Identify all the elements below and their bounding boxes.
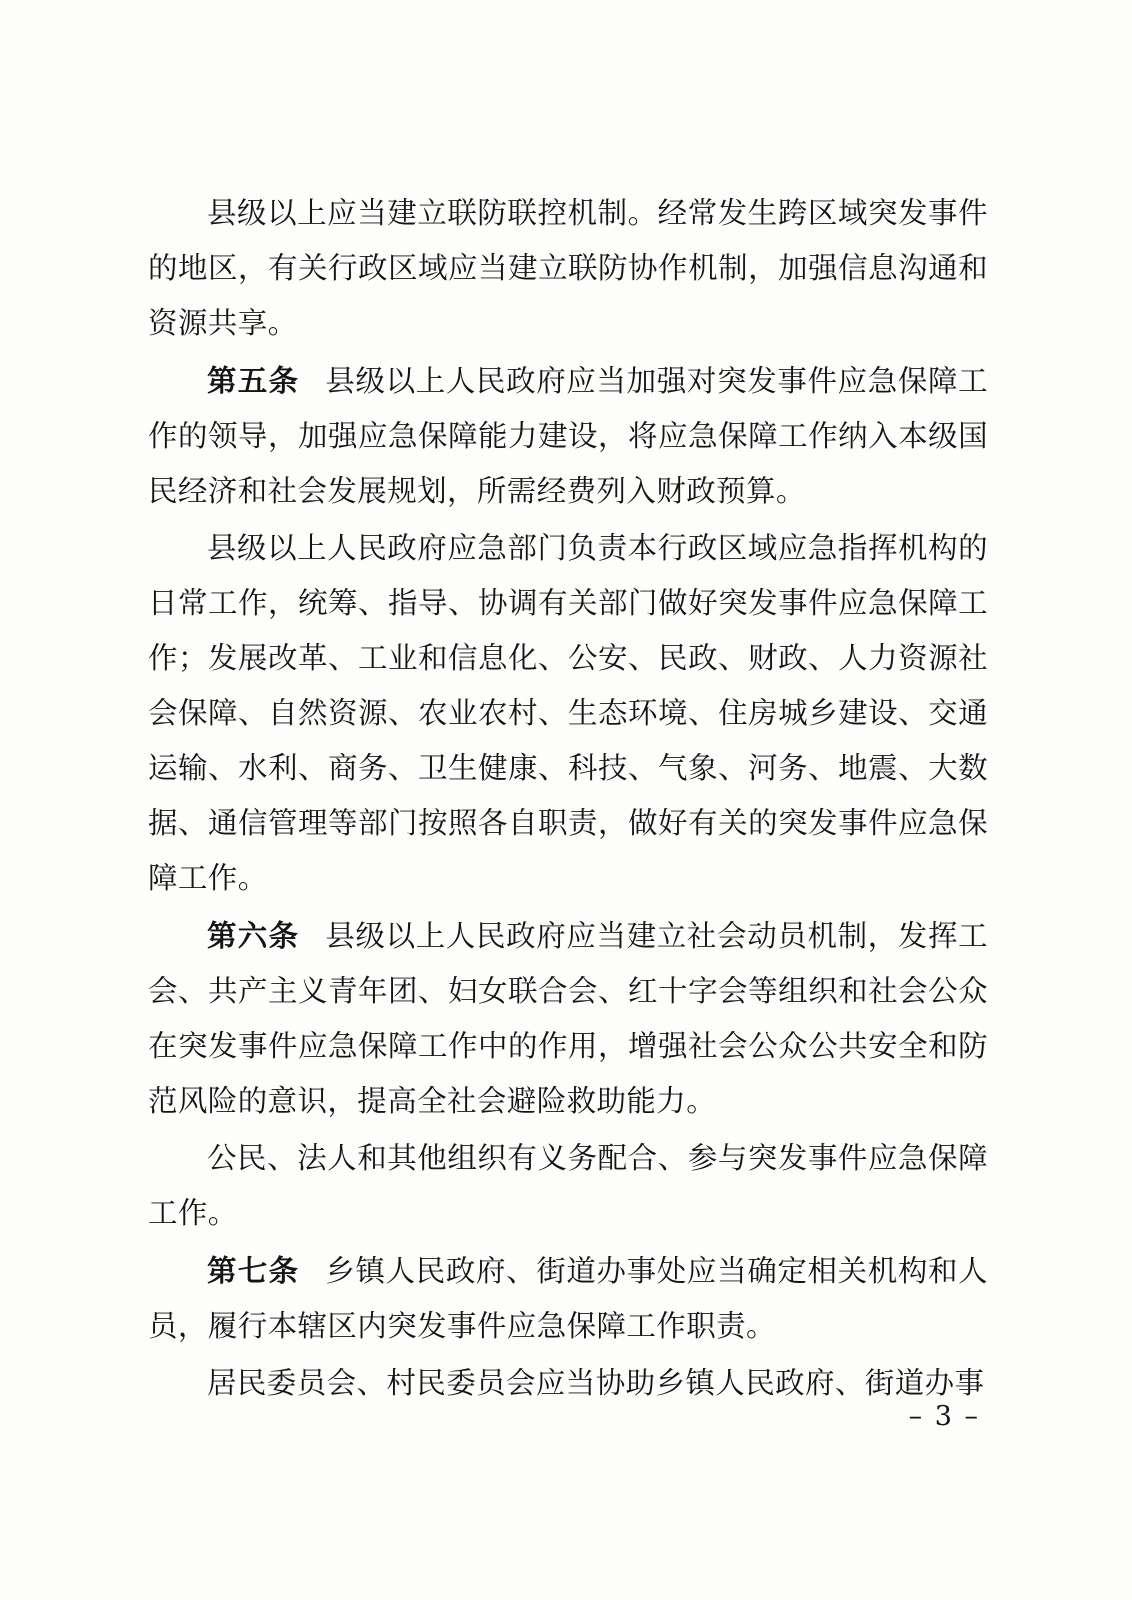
- article-label: 第五条: [207, 363, 300, 398]
- paragraph: [148, 1243, 988, 1354]
- paragraph: [148, 908, 988, 1129]
- paragraph: [148, 186, 988, 351]
- paragraph: [148, 1356, 988, 1411]
- paragraph: [148, 1131, 988, 1241]
- paragraph-text: 县级以上人民政府应当建立社会动员机制，发挥工会、共产主义青年团、妇女联合会、红十字会等组织和社会公众在突发事件应急保障工作中的作用，增强社会公众公共安全和防范风险的意识，提高全社会避险救助能力。: [148, 919, 988, 1118]
- paragraph: [148, 521, 988, 906]
- page-number: – 3 –: [908, 1401, 980, 1432]
- article-label: 第六条: [207, 918, 300, 953]
- paragraph-text: 县级以上人民政府应急部门负责本行政区域应急指挥机构的日常工作，统筹、指导、协调有关部门做好突发事件应急保障工作；发展改革、工业和信息化、公安、民政、财政、人力资源社会保障、自然资源、农业农村、生态环境、住房城乡建设、交通运输、水利、商务、卫生健康、科技、气象、河务、地震、大数据、通信管理等部门按照各自职责，做好有关的突发事件应急保障工作。: [148, 531, 988, 895]
- paragraph-text: 乡镇人民政府、街道办事处应当确定相关机构和人员，履行本辖区内突发事件应急保障工作职责。: [148, 1254, 988, 1343]
- paragraph-text: 公民、法人和其他组织有义务配合、参与突发事件应急保障工作。: [148, 1141, 988, 1230]
- paragraph-text: 县级以上应当建立联防联控机制。经常发生跨区域突发事件的地区，有关行政区域应当建立联防协作机制，加强信息沟通和资源共享。: [148, 196, 988, 340]
- paragraph-text: 居民委员会、村民委员会应当协助乡镇人民政府、街道办事: [207, 1366, 985, 1400]
- article-label: 第七条: [207, 1253, 300, 1288]
- paragraph: [148, 353, 988, 519]
- paragraph-text: 县级以上人民政府应当加强对突发事件应急保障工作的领导，加强应急保障能力建设，将应急保障工作纳入本级国民经济和社会发展规划，所需经费列入财政预算。: [148, 364, 988, 508]
- document-body: [148, 186, 988, 1413]
